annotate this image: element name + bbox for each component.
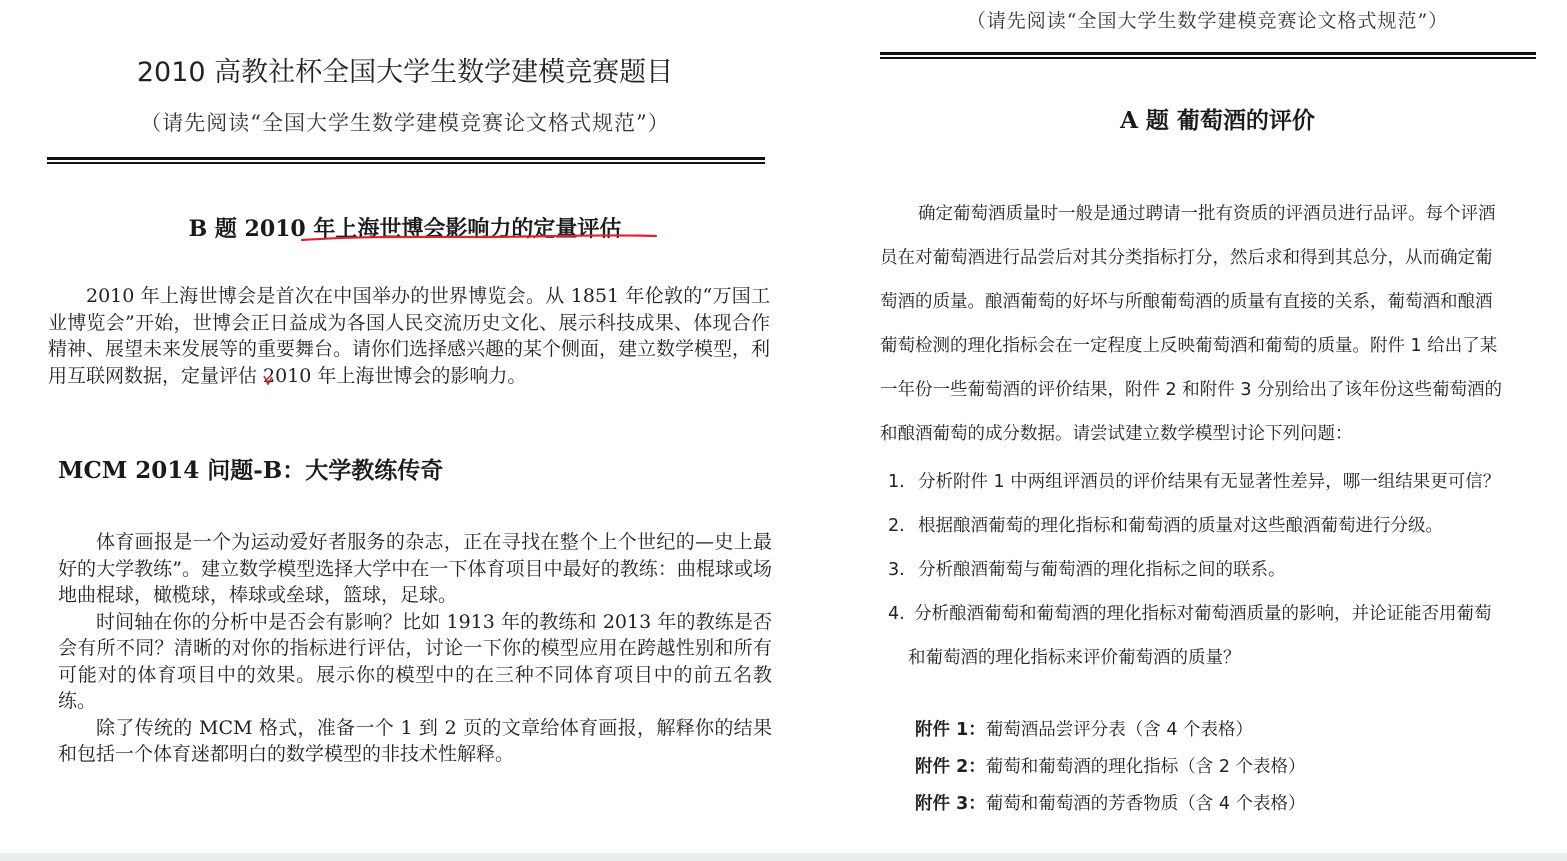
attachment-text: 葡萄和葡萄酒的理化指标（含 2 个表格） [985,757,1306,777]
mcm-paragraph-2: 时间轴在你的分析中是否会有影响？比如 1913 年的教练和 2013 年的教练是否会有所不同？清晰的对你的指标进行评估，讨论一下你的模型应用在跨越性别和所有可能对的体育项目中的效果。展示你的模型中的在三种不同体育项目中的前五名教练。 [58,610,772,712]
question-text: 分析酿酒葡萄与葡萄酒的理化指标之间的联系。 [918,560,1286,580]
desc-line-6: 和酿酒葡萄的成分数据。请尝试建立数学模型讨论下列问题： [880,424,1353,444]
question-number: 4. [888,604,905,624]
attachment-text: 葡萄酒品尝评分表（含 4 个表格） [985,720,1254,740]
problem-a-description [880,200,1540,464]
attachment-item [915,790,1535,827]
question-4-continuation: 和葡萄酒的理化指标来评价葡萄酒的质量？ [908,648,1241,668]
desc-line-1: 确定葡萄酒质量时一般是通过聘请一批有资质的评酒员进行品评。每个评酒 [918,204,1496,224]
question-item [888,512,1548,556]
question-list [888,468,1548,688]
right-header-rule-thin [880,57,1536,59]
mcm-paragraph-3: 除了传统的 MCM 格式，准备一个 1 到 2 页的文章给体育画报，解释你的结果和包括一个体育迷都明白的数学模型的非技术性解释。 [58,716,772,765]
attachment-list [915,716,1535,827]
problem-a-heading: A 题 葡萄酒的评价 [1120,107,1315,134]
left-header-rule-thin [47,162,765,164]
desc-line-4: 葡萄检测的理化指标会在一定程度上反映葡萄酒和葡萄的质量。附件 1 给出了某 [880,336,1498,356]
question-item [888,556,1548,600]
question-number: 1. [888,472,905,492]
attachment-label: 附件 3： [915,794,986,814]
red-underline-annotation [300,228,660,244]
desc-line-5: 一年份一些葡萄酒的评价结果，附件 2 和附件 3 分别给出了该年份这些葡萄酒的 [880,380,1503,400]
problem-b-description [48,283,770,389]
attachment-item [915,753,1535,790]
question-item [888,600,1548,644]
mcm-paragraph-1: 体育画报是一个为运动爱好者服务的杂志，正在寻找在整个上个世纪的—史上最好的大学教练”。建立数学模型选择大学中在一下体育项目中最好的教练：曲棍球或场地曲棍球，橄榄球，棒球或垒球，篮球，足球。 [58,531,772,606]
attachment-label: 附件 1： [915,720,986,740]
attachment-text: 葡萄和葡萄酒的芳香物质（含 4 个表格） [985,794,1306,814]
left-page-title: 2010 高教社杯全国大学生数学建模竞赛题目 [136,57,674,88]
question-number: 2. [888,516,905,536]
question-item [888,468,1548,512]
red-mark-annotation [262,373,274,387]
attachment-label: 附件 2： [915,757,986,777]
left-header-rule [47,157,765,160]
question-text: 分析酿酒葡萄和葡萄酒的理化指标对葡萄酒质量的影响，并论证能否用葡萄 [914,604,1492,624]
right-header-rule [880,52,1536,55]
question-text: 分析附件 1 中两组评酒员的评价结果有无显著性差异，哪一组结果更可信？ [918,472,1501,492]
question-number: 3. [888,560,905,580]
desc-line-2: 员在对葡萄酒进行品尝后对其分类指标打分，然后求和得到其总分，从而确定葡 [880,248,1493,268]
question-text: 根据酿酒葡萄的理化指标和葡萄酒的质量对这些酿酒葡萄进行分级。 [918,516,1443,536]
attachment-item [915,716,1535,753]
right-page-subtitle: （请先阅读“全国大学生数学建模竞赛论文格式规范”） [966,10,1449,32]
bottom-edge-strip [0,853,1567,861]
left-page-subtitle: （请先阅读“全国大学生数学建模竞赛论文格式规范”） [140,111,670,135]
mcm-problem-heading: MCM 2014 问题-B：大学教练传奇 [58,457,444,484]
mcm-problem-description [58,529,772,768]
problem-b-paragraph: 2010 年上海世博会是首次在中国举办的世界博览会。从 1851 年伦敦的“万国工业博览会”开始，世博会正日益成为各国人民交流历史文化、展示科技成果、体现合作精神、展望未来发展等的重要舞台。请你们选择感兴趣的某个侧面，建立数学模型，利用互联网数据，定量评估 2010 年上海世博会的影响力。 [48,285,771,387]
desc-line-3: 萄酒的质量。酿酒葡萄的好坏与所酿葡萄酒的质量有直接的关系，葡萄酒和酿酒 [880,292,1493,312]
problem-b-heading: B 题 2010 年上海世博会影响力的定量评估 [188,216,622,242]
